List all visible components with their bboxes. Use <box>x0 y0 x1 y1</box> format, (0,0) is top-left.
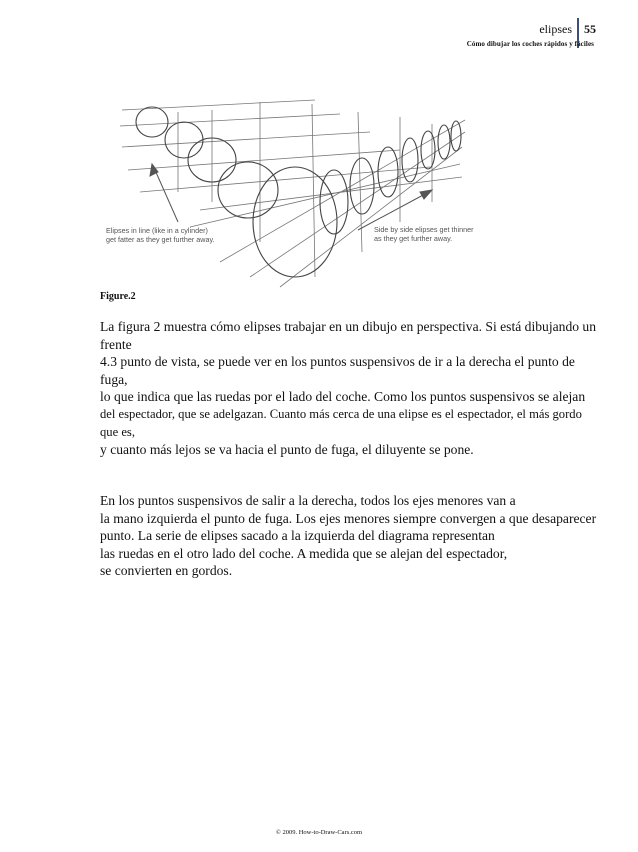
paragraph-line: se convierten en gordos. <box>100 563 233 579</box>
paragraph-line: que es, <box>100 424 135 439</box>
paragraph-line: y cuanto más lejos se va hacia el punto de fuga, el diluyente se pone. <box>100 442 474 458</box>
paragraph-line: fuga, <box>100 371 128 387</box>
running-header-title: elipses <box>539 22 572 36</box>
paragraph-1 <box>100 318 630 459</box>
perspective-ellipses-drawing <box>100 92 500 292</box>
figure-label: Figure.2 <box>100 291 136 302</box>
paragraph-line: La figura 2 muestra cómo elipses trabajar en un dibujo en perspectiva. Si está dibujando un <box>100 319 597 334</box>
paragraph-line: lo que indica que las ruedas por el lado del coche. Como los puntos suspensivos se alejan <box>100 389 586 405</box>
page-number: 55 <box>584 22 596 36</box>
paragraph-line: En los puntos suspensivos de salir a la derecha, todos los ejes menores van a <box>100 493 516 508</box>
paragraph-line: frente <box>100 336 132 352</box>
perspective-ellipses-figure <box>100 92 500 292</box>
paragraph-line: las ruedas en el otro lado del coche. A medida que se alejan del espectador, <box>100 545 508 561</box>
caption-right-line-1: Side by side elipses get thinner <box>374 225 474 234</box>
paragraph-line: punto. La serie de elipses sacado a la izquierda del diagrama representan <box>100 528 495 544</box>
caption-left-line-2: get fatter as they get further away. <box>106 235 215 244</box>
caption-left-line-1: Elipses in line (like in a cylinder) <box>106 226 208 235</box>
caption-right-line-2: as they get further away. <box>374 234 453 243</box>
paragraph-2 <box>100 492 630 580</box>
copyright-footer: © 2009. How-to-Draw-Cars.com <box>275 829 363 836</box>
running-header-subtitle: Cómo dibujar los coches rápidos y fáciles <box>466 40 594 48</box>
paragraph-line: del espectador, que se adelgazan. Cuanto más cerca de una elipse es el espectador, el más gordo <box>100 406 582 421</box>
paragraph-line: la mano izquierda el punto de fuga. Los ejes menores siempre convergen a que desaparecer <box>100 510 597 526</box>
paragraph-line: 4.3 punto de vista, se puede ver en los puntos suspensivos de ir a la derecha el punto de <box>100 354 575 370</box>
